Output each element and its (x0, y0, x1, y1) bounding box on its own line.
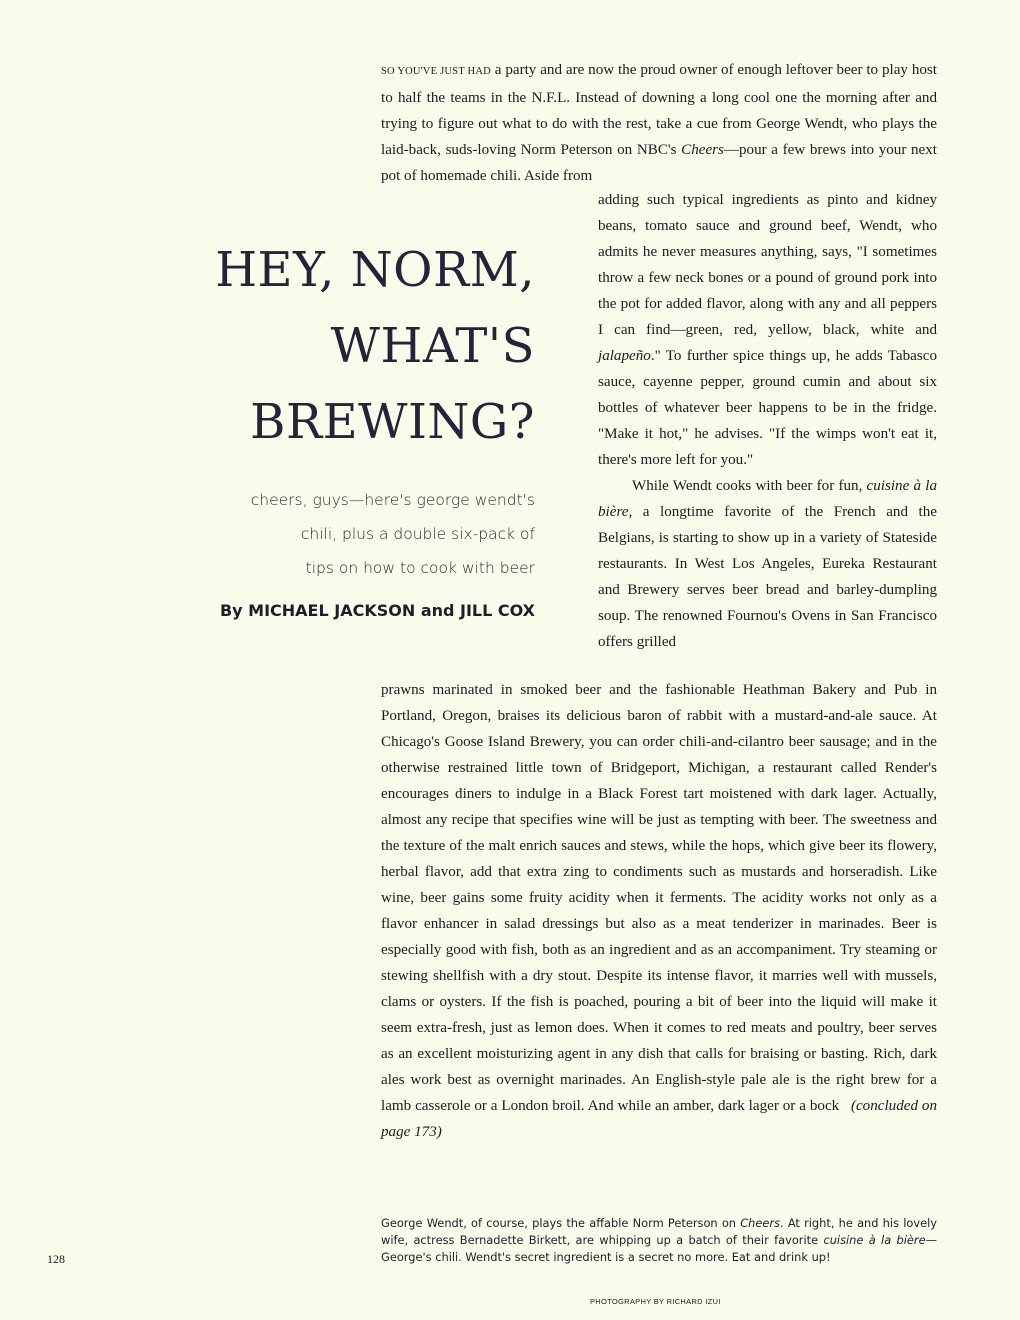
caption-text: George Wendt, of course, plays the affable Norm Peterson on (381, 1216, 741, 1230)
article-paragraph-2 (598, 473, 937, 655)
paragraph-text: prawns marinated in smoked beer and the fashionable Heathman Bakery and Pub in Portland, Oregon, braises its delicious baron of rabbit with a mustard-and-ale sauce. At Chicago's Goose Island Brewery, you can order chili-and-cilantro beer sausage; and in the otherwise restrained little town of Bridgeport, Michigan, a restaurant called Render's encourages diners to indulge in a Black Forest tart moistened with dark lager. Actually, almost any recipe that specifies wine will be just as tempting with beer. The sweetness and the texture of the malt enrich sauces and stews, while the hops, which give beer its flowery, herbal flavor, add that extra zing to condiments such as mustards and horseradish. Like wine, beer gains some fruity acidity when it ferments. The acidity works not only as a flavor enhancer in salad dressings but also as a meat tenderizer in marinades. Beer is especially good with fish, both as an ingredient and as an accompaniment. Try steaming or stewing shellfish with a dry stout. Despite its intense flavor, it marries well with mussels, clams or oysters. If the fish is poached, pouring a bit of beer into the liquid will make it seem extra-fresh, just as lemon does. When it comes to red meats and poultry, beer serves as an excellent moisturizing agent in any dish that calls for braising or basting. Rich, dark ales work best as overnight marinades. An English-style pale ale is the right brew for a lamb casserole or a London broil. And while an amber, dark lager or a bock (381, 682, 937, 1114)
dek-subheadline (200, 483, 535, 585)
italic-word: jalapeño (598, 348, 651, 364)
lead-in-smallcaps: SO YOU'VE JUST HAD (381, 66, 491, 77)
show-title: Cheers (681, 142, 724, 158)
caption-text: —George's chili. Wendt's secret ingredient is a secret no more. Eat and drink up! (381, 1233, 937, 1264)
continuation-note: (concluded on page 173) (381, 1098, 938, 1140)
headline-line: HEY, NORM, (215, 242, 535, 298)
caption-text: . At right, he and his lovely wife, actress Bernadette Birkett, are whipping up a batch of their favorite (381, 1216, 937, 1247)
photo-caption (381, 1215, 937, 1266)
byline: By MICHAEL JACKSON and JILL COX (219, 601, 535, 620)
paragraph-text: ." To further spice things up, he adds Tabasco sauce, cayenne pepper, ground cumin and about six bottles of whatever beer happens to be in the fridge. "Make it hot," he advises. "If the wimps won't eat it, there's more left for you." (598, 348, 937, 468)
paragraph-text: a party and are now the proud owner of enough leftover beer to play host to half the teams in the N.F.L. Instead of downing a long cool one the morning after and trying to figure out what to do with the rest, take a cue from George Wendt, who plays the laid-back, suds-loving Norm Peterson on NBC's (381, 62, 937, 158)
dek-line: chili, plus a double six-pack of (300, 525, 535, 543)
article-paragraph-2-continued (381, 677, 937, 1145)
article-right-column (598, 187, 937, 655)
headline-line: WHAT'S (330, 318, 535, 374)
paragraph-text: While Wendt cooks with beer for fun, (632, 478, 867, 494)
caption-italic-phrase: cuisine à la bière (823, 1233, 926, 1247)
paragraph-text: adding such typical ingredients as pinto and kidney beans, tomato sauce and ground beef, Wendt, who admits he never measures anything, says, "I sometimes throw a few neck bones or a pound of ground pork into the pot for added flavor, along with any and all peppers I can find—green, red, yellow, black, white and (598, 192, 937, 338)
headline-line: BREWING? (250, 394, 535, 450)
article-paragraph-1-top (381, 57, 937, 189)
article-bottom-column (381, 677, 937, 1145)
dek-line: tips on how to cook with beer (305, 559, 535, 577)
article-intro-column (381, 57, 937, 189)
page-number: 128 (47, 1252, 65, 1266)
article-paragraph-1-continued (598, 187, 937, 473)
photo-credit: PHOTOGRAPHY BY RICHARD IZUI (590, 1297, 721, 1306)
paragraph-text: —pour a few brews into your next pot of homemade chili. Aside from (381, 142, 937, 184)
caption-show-title: Cheers (740, 1216, 781, 1230)
paragraph-text: , a longtime favorite of the French and the Belgians, is starting to show up in a variety of Stateside restaurants. In West Los Angeles, Eureka Restaurant and Brewery serves beer bread and barley-dumpling soup. The renowned Fournou's Ovens in San Francisco offers grilled (598, 504, 937, 650)
italic-phrase: cuisine à la bière (598, 478, 937, 520)
headline (200, 232, 535, 460)
dek-line: cheers, guys—here's george wendt's (250, 491, 535, 509)
